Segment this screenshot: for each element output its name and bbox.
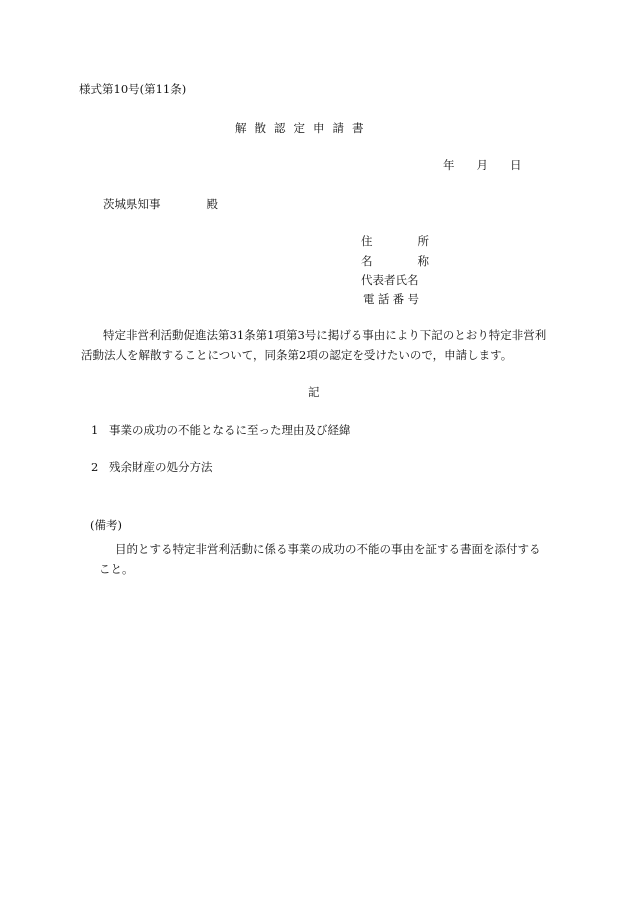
addressee-honorific: 殿 bbox=[206, 197, 218, 211]
item-text: 事業の成功の不能となるに至った理由及び経緯 bbox=[109, 423, 351, 437]
applicant-address-label: 住 所 bbox=[361, 234, 429, 248]
ki-heading: 記 bbox=[308, 385, 320, 399]
application-body bbox=[81, 325, 561, 365]
addressee-name: 茨城県知事 bbox=[103, 197, 161, 211]
body-line-1: 特定非営利活動促進法第31条第1項第3号に掲げる事由により下記のとおり特定非営利 bbox=[103, 328, 547, 342]
item-number: 1 bbox=[91, 423, 99, 437]
body-line-2: 活動法人を解散することについて，同条第2項の認定を受けたいので，申請します。 bbox=[81, 348, 513, 362]
remarks-line-1: 目的とする特定非営利活動に係る事業の成功の不能の事由を証する書面を添付する bbox=[115, 542, 541, 556]
remarks-body bbox=[99, 539, 559, 579]
list-item bbox=[91, 425, 351, 437]
date-line bbox=[443, 160, 522, 172]
remarks-line-2: こと。 bbox=[99, 562, 134, 576]
addressee bbox=[103, 199, 218, 211]
applicant-phone-label: 電話番号 bbox=[363, 292, 419, 306]
remarks-heading: (備考) bbox=[90, 518, 122, 532]
item-text: 残余財産の処分方法 bbox=[109, 460, 213, 474]
form-number: 様式第10号(第11条) bbox=[79, 82, 187, 96]
applicant-representative-label: 代表者氏名 bbox=[361, 273, 419, 287]
date-day-label: 日 bbox=[510, 158, 522, 172]
list-item bbox=[91, 462, 213, 474]
date-month-label: 月 bbox=[476, 158, 488, 172]
item-number: 2 bbox=[91, 460, 99, 474]
document-title: 解散認定申請書 bbox=[235, 121, 372, 135]
applicant-name-label: 名 称 bbox=[361, 254, 429, 268]
date-year-label: 年 bbox=[443, 158, 455, 172]
